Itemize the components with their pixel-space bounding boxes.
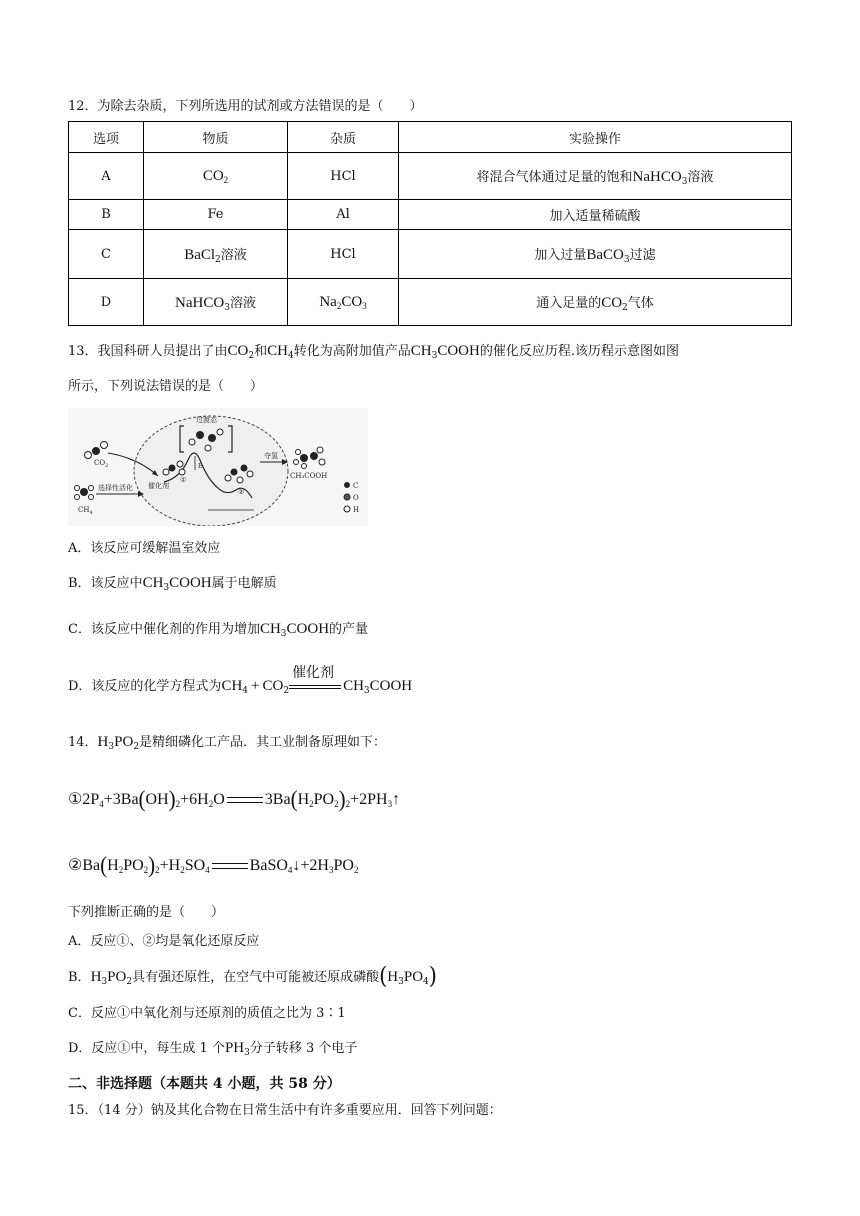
energy-e-label: E <box>198 463 203 470</box>
row-b-impurity: Al <box>288 200 399 230</box>
header-option: 选项 <box>69 122 144 153</box>
row-d-substance: NaHCO$_3$溶液 <box>144 279 288 326</box>
q14-option-a: A．反应①、②均是氧化还原反应 <box>68 934 260 949</box>
q14-option-c: C．反应①中氧化剂与还原剂的质值之比为 3∶1 <box>68 1006 346 1021</box>
q13-option-c: C．该反应中催化剂的作用为增加$CH_3COOH$的产量 <box>68 621 369 639</box>
product-label: CH₃COOH <box>290 472 328 480</box>
transition-state-label: 过渡态 <box>196 416 217 424</box>
q14-option-d: D．反应①中，每生成 1 个$PH_3$分子转移 3 个电子 <box>68 1040 358 1058</box>
equals-sign <box>212 863 248 869</box>
q13-option-d: D．该反应的化学方程式为$CH_4 + CO_2$ 催化剂 $CH_3COOH$ <box>68 664 413 696</box>
q15-stem: 15．（14 分）钠及其化合物在日常生活中有许多重要应用．回答下列问题： <box>68 1103 502 1118</box>
row-d-operation: 通入足量的$CO_2$气体 <box>399 279 792 326</box>
row-a-impurity: HCl <box>288 153 399 200</box>
q13-stem-line2: 所示，下列说法错误的是（ ） <box>68 379 264 394</box>
ch4-label: $CH_4$ <box>78 506 93 516</box>
step-2-mark: ② <box>238 488 245 496</box>
table-row <box>69 279 792 326</box>
table-row <box>69 153 792 200</box>
dehydrogenation-label: 夺氢 <box>264 452 278 460</box>
header-operation: 实验操作 <box>399 122 792 153</box>
equals-sign <box>227 797 263 803</box>
row-c-operation: 加入过量BaCO$_3$过滤 <box>399 230 792 279</box>
header-substance: 物质 <box>144 122 288 153</box>
row-a-operation: 将混合气体通过足量的饱和NaHCO$_3$溶液 <box>399 153 792 200</box>
row-a-option: A <box>69 153 144 200</box>
legend-hydrogen: H <box>353 506 360 514</box>
equation-1: $①2P_4+3Ba(OH)_2+6H_2O$ $3Ba(H_2PO_2)_2+2PH_3↑$ <box>68 785 401 813</box>
row-d-option: D <box>69 279 144 326</box>
step-1-mark: ① <box>180 476 187 484</box>
section-heading: 二、非选择题（本题共 4 小题，共 58 分） <box>68 1076 341 1092</box>
row-b-operation: 加入适量稀硫酸 <box>399 200 792 230</box>
selective-activation-label: 选择性活化 <box>98 484 133 492</box>
table-row <box>69 230 792 279</box>
catalyst-label: 催化剂 <box>148 482 169 490</box>
gas-arrow-icon: ↑ <box>392 791 401 808</box>
q13-stem: 13．我国科研人员提出了由$CO_2$和$CH_4$转化为高附加值产品$CH_3COOH$的催化反应历程.该历程示意图如图 <box>68 343 679 361</box>
legend-oxygen: O <box>353 494 359 502</box>
row-a-substance: $CO_2$ <box>144 153 288 200</box>
row-b-substance: Fe <box>144 200 288 230</box>
q14-stem: 14．$H_3PO_2$是精细磷化工产品．其工业制备原理如下： <box>68 734 387 752</box>
precipitate-arrow-icon: ↓ <box>292 857 301 874</box>
co2-label: $CO_2$ <box>94 459 109 469</box>
q13-option-a: A．该反应可缓解温室效应 <box>68 541 221 556</box>
legend-carbon: C <box>353 482 359 490</box>
table-row <box>69 200 792 230</box>
q13-option-b: B．该反应中$CH_3COOH$属于电解质 <box>68 575 277 593</box>
table-header-row <box>69 122 792 153</box>
equation-2: $②Ba(H_2PO_2)_2+H_2SO_4$ $BaSO_4↓+2H_3PO_2$ <box>68 851 359 879</box>
q12-table <box>68 121 792 326</box>
row-b-option: B <box>69 200 144 230</box>
row-c-option: C <box>69 230 144 279</box>
header-impurity: 杂质 <box>288 122 399 153</box>
row-c-substance: BaCl$_2$溶液 <box>144 230 288 279</box>
q14-judge: 下列推断正确的是（ ） <box>68 905 225 920</box>
catalyst-condition: 催化剂 <box>292 664 335 681</box>
row-c-impurity: HCl <box>288 230 399 279</box>
q14-option-b: B．$H_3PO_2$具有强还原性，在空气中可能被还原成磷酸$(H_3PO_4)$ <box>68 962 437 990</box>
q12-stem: 12．为除去杂质，下列所选用的试剂或方法错误的是（ ） <box>68 99 423 114</box>
row-d-impurity: $Na_2CO_3$ <box>288 279 399 326</box>
reaction-diagram <box>68 408 368 526</box>
